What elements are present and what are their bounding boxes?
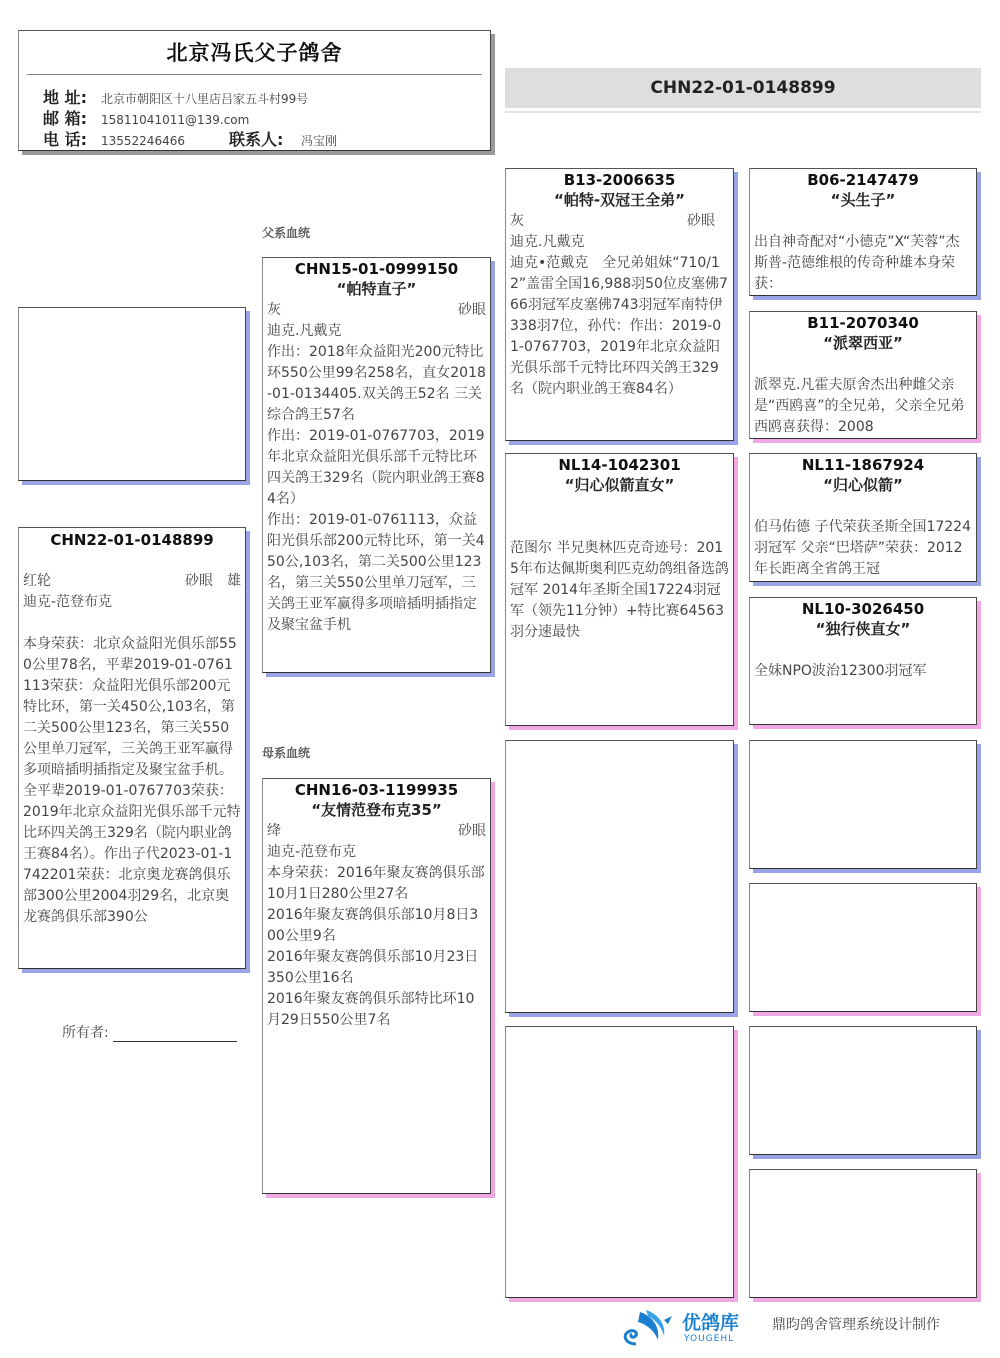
sire-section-label: 父系血统: [262, 226, 311, 240]
sss-notes: 出自神奇配对“小德克”X“芙蓉”杰斯普-范德维根的传奇种雄本身荣获：: [754, 234, 960, 292]
sire-sire-ring-number: B13-2006635: [563, 171, 676, 189]
subject-color: 红轮: [23, 573, 51, 589]
sss-nickname: “头生子”: [830, 191, 896, 209]
sds-ring-number: NL11-1867924: [801, 456, 925, 474]
address-label: 地 址:: [43, 88, 87, 107]
email-row: [43, 106, 249, 128]
pigeon-photo-box: [18, 307, 246, 481]
sire-dam-card: [505, 453, 734, 726]
dam-traits: [263, 821, 490, 842]
sire-sire-sire-card: [749, 168, 977, 296]
dam-sire-sire-card: [749, 740, 977, 869]
header-divider: [27, 74, 482, 75]
owner-field: [62, 1022, 237, 1042]
dam-sire-card: [505, 740, 734, 1013]
contact-value: 冯宝刚: [301, 134, 338, 148]
phone-row: [43, 127, 337, 149]
dam-sire-dam-card: [749, 883, 977, 1012]
dam-note: 2016年聚友赛鸽俱乐部10月23日350公里16名: [267, 949, 479, 986]
email-label: 邮 箱:: [43, 109, 87, 128]
sire-eye: 砂眼: [458, 302, 486, 318]
top-ring-band: CHN22-01-0148899: [505, 68, 981, 108]
sire-note: 作出：2019-01-0767703，2019年北京众益阳光俱乐部千元特比环四关鸽王329名（院内职业鸽王赛84名）: [267, 428, 485, 507]
sire-traits: [263, 300, 490, 321]
dam-section-label: 母系血统: [262, 746, 311, 760]
sdd-ring-number: NL10-3026450: [801, 600, 925, 618]
sire-card: [262, 257, 491, 673]
youge-logo: [618, 1306, 758, 1350]
dam-dam-card: [505, 1026, 734, 1298]
dam-strain: 迪克-范登布克: [267, 844, 357, 860]
logo-subtext: YOUGEHL: [684, 1334, 735, 1344]
owner-signature-line: [113, 1027, 237, 1042]
sire-ring-number: CHN15-01-0999150: [294, 260, 459, 278]
sire-nickname: “帕特直子”: [336, 280, 417, 298]
sire-color: 灰: [267, 302, 281, 318]
sire-note: 作出：2019-01-0761113，众益阳光俱乐部200元特比环，第一关450公,103名，第二关500公里123名，第三关550公里单刀冠军，三关鸽王亚军赢得多项暗插明插指定及聚宝盆手机: [267, 512, 485, 633]
sire-sire-strain: 迪克.凡戴克: [510, 234, 585, 250]
sire-sire-notes: 迪克•范戴克 全兄弟姐妹“710/12”盖雷全国16,988羽50位皮塞佛766羽冠军皮塞佛743羽冠军南特伊338羽7位，孙代：作出：2019-01-0767703，2019年北京众益阳光俱乐部千元特比环四关鸽王329名（院内职业鸽王赛84名）: [510, 255, 728, 397]
dam-dam-sire-card: [749, 1026, 977, 1155]
subject-eye: 砂眼: [185, 573, 213, 589]
subject-pigeon-card: [18, 527, 246, 969]
footer-credit: 鼎昀鸽舍管理系统设计制作: [772, 1317, 940, 1333]
address-value: 北京市朝阳区十八里店吕家五斗村99号: [101, 92, 309, 106]
subject-honors: 本身荣获：北京众益阳光俱乐部550公里78名，平辈2019-01-0761113荣获：众益阳光俱乐部200元特比环，第一关450公,103名，第二关500公里123名，第三关550公里单刀冠军，三关鸽王亚军赢得多项暗插明插指定及聚宝盆手机。全平辈2019-01-0767703荣获：2019年北京众益阳光俱乐部千元特比环四关鸽王329名（院内职业鸽王赛84名）。作出子代2023-01-1742201荣获：北京奥龙赛鸽俱乐部300公里2004羽29名，北京奥龙赛鸽俱乐部390公: [23, 636, 241, 925]
dam-nickname: “友情范登布克35”: [311, 801, 442, 819]
owner-label: 所有者:: [62, 1025, 109, 1041]
ssd-nickname: “派翠西亚”: [823, 334, 903, 352]
phone-value: 13552246466: [101, 134, 185, 148]
dam-note: 本身荣获：2016年聚友赛鸽俱乐部10月1日280公里27名: [267, 865, 485, 902]
sire-sire-dam-card: [749, 311, 977, 439]
sdd-nickname: “独行侠直女”: [815, 620, 911, 638]
dam-note: 2016年聚友赛鸽俱乐部10月8日300公里9名: [267, 907, 479, 944]
email-value: 15811041011@139.com: [101, 113, 250, 127]
sire-note: 作出：2018年众益阳光200元特比环550公里99名258名，直女2018-01-0134405.双关鸽王52名 三关综合鸽王57名: [267, 344, 486, 423]
ssd-notes: 派翠克.凡霍夫原舍杰出种雌父亲是“西鸥喜”的全兄弟，父亲全兄弟西鸥喜获得：2008: [754, 377, 965, 435]
dam-eye: 砂眼: [458, 823, 486, 839]
sire-dam-notes: 范图尔 半兄奥林匹克奇迹号：2015年布达佩斯奥利匹克幼鸽组备选鸽冠军 2014年圣斯全国17224羽冠军（领先11分钟）+特比赛64563羽分速最快: [510, 540, 729, 640]
subject-ring-number: CHN22-01-0148899: [50, 531, 214, 549]
dam-dam-dam-card: [749, 1169, 977, 1298]
logo-text: 优鸽库: [682, 1312, 740, 1334]
top-ring-divider: [505, 111, 981, 113]
sire-dam-nickname: “归心似箭直女”: [564, 476, 675, 494]
dam-card: [262, 778, 491, 1194]
sire-strain: 迪克.凡戴克: [267, 323, 342, 339]
sire-sire-nickname: “帕特-双冠王全弟”: [554, 191, 685, 209]
sire-sire-card: [505, 168, 734, 441]
sdd-notes: 全妹NPO波治12300羽冠军: [754, 663, 927, 679]
sds-notes: 伯马佑德 子代荣获圣斯全国17224羽冠军 父亲“巴塔萨”荣获：2012年长距离全省鸽王冠: [754, 519, 971, 577]
sss-ring-number: B06-2147479: [807, 171, 919, 189]
sire-dam-ring-number: NL14-1042301: [558, 456, 681, 474]
dam-ring-number: CHN16-03-1199935: [294, 781, 459, 799]
dam-note: 2016年聚友赛鸽俱乐部特比环10月29日550公里7名: [267, 991, 475, 1028]
sire-sire-traits: [506, 211, 733, 232]
phone-label: 电 话:: [43, 130, 87, 149]
sds-nickname: “归心似箭”: [823, 476, 903, 494]
sire-dam-sire-card: [749, 453, 977, 582]
dam-color: 绛: [267, 823, 281, 839]
loft-name: 北京冯氏父子鸽舍: [166, 41, 343, 65]
subject-strain: 迪克-范登布克: [23, 594, 113, 610]
sire-dam-dam-card: [749, 597, 977, 725]
bird-swirl-icon: [618, 1306, 678, 1350]
ssd-ring-number: B11-2070340: [807, 314, 919, 332]
sire-sire-color: 灰: [510, 213, 524, 229]
address-row: [43, 85, 308, 107]
subject-traits: [19, 571, 245, 592]
loft-header-card: [18, 30, 491, 151]
contact-label: 联系人:: [229, 130, 284, 149]
sire-sire-eye: 砂眼: [687, 213, 715, 229]
subject-sex: 雄: [227, 573, 241, 589]
